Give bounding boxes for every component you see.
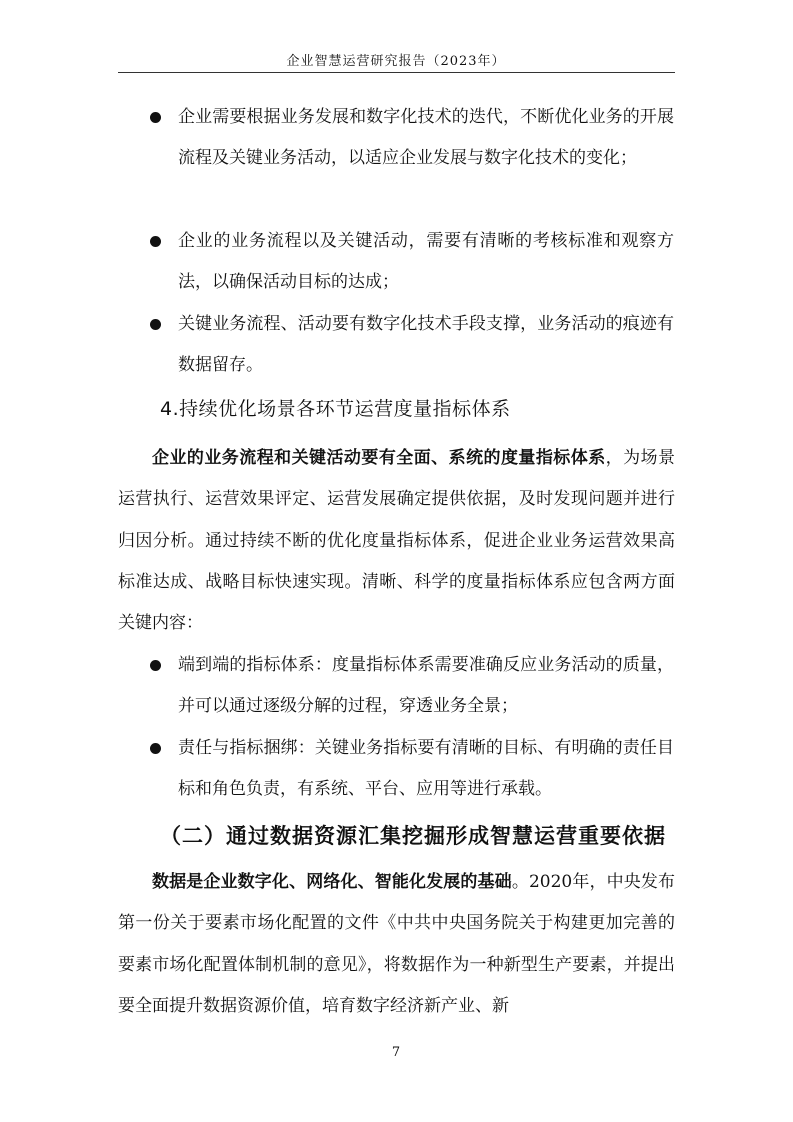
list-item-text: 端到端的指标体系：度量指标体系需要准确反应业务活动的质量，并可以通过逐级分解的过程，穿透业务全景； (178, 655, 674, 717)
list-item-text: 企业的业务流程以及关键活动，需要有清晰的考核标准和观察方法，以确保活动目标的达成； (178, 231, 674, 293)
bullet-icon (150, 660, 161, 671)
list-item (142, 645, 682, 728)
list-item-text: 责任与指标捆绑：关键业务指标要有清晰的目标、有明确的责任目标和角色负责，有系统、平台、应用等进行承载。 (178, 738, 674, 800)
section-heading: （二）通过数据资源汇集挖掘形成智慧运营重要依据 (160, 824, 666, 848)
list-item (142, 304, 682, 387)
list-item (142, 728, 682, 811)
page-number: 7 (391, 1045, 401, 1060)
paragraph-lead: 数据是企业数字化、网络化、智能化发展的基础 (152, 872, 512, 892)
bullet-icon (150, 112, 161, 123)
list-item-text: 关键业务流程、活动要有数字化技术手段支撑，业务活动的痕迹有数据留存。 (178, 314, 674, 376)
body-paragraph (118, 862, 675, 1027)
paragraph-text: ，为场景运营执行、运营效果评定、运营发展确定提供依据，及时发现问题并进行归因分析。通过持续不断的优化度量指标体系，促进企业业务运营效果高标准达成、战略目标快速实现。清晰、科学的度量指标体系应包含两方面关键内容： (118, 448, 676, 634)
list-item (142, 221, 682, 304)
list-item (142, 97, 682, 221)
header-divider (118, 72, 675, 73)
list-item-text: 企业需要根据业务发展和数字化技术的迭代，不断优化业务的开展流程及关键业务活动，以适应企业发展与数字化技术的变化； (178, 107, 674, 169)
body-paragraph (118, 438, 675, 644)
bullet-icon (150, 319, 161, 330)
paragraph-lead: 企业的业务流程和关键活动要有全面、系统的度量指标体系 (152, 448, 606, 468)
bullet-icon (150, 236, 161, 247)
paragraph-text: 。2020年，中央发布第一份关于要素市场化配置的文件《中共中央国务院关于构建更加完善的要素市场化配置体制机制的意见》，将数据作为一种新型生产要素，并提出要全面提升数据资源价值，培育数字经济新产业、新 (118, 872, 676, 1016)
page-header: 企业智慧运营研究报告（2023年） (286, 54, 506, 69)
bullet-icon (150, 743, 161, 754)
subsection-heading: 4.持续优化场景各环节运营度量指标体系 (160, 398, 511, 420)
